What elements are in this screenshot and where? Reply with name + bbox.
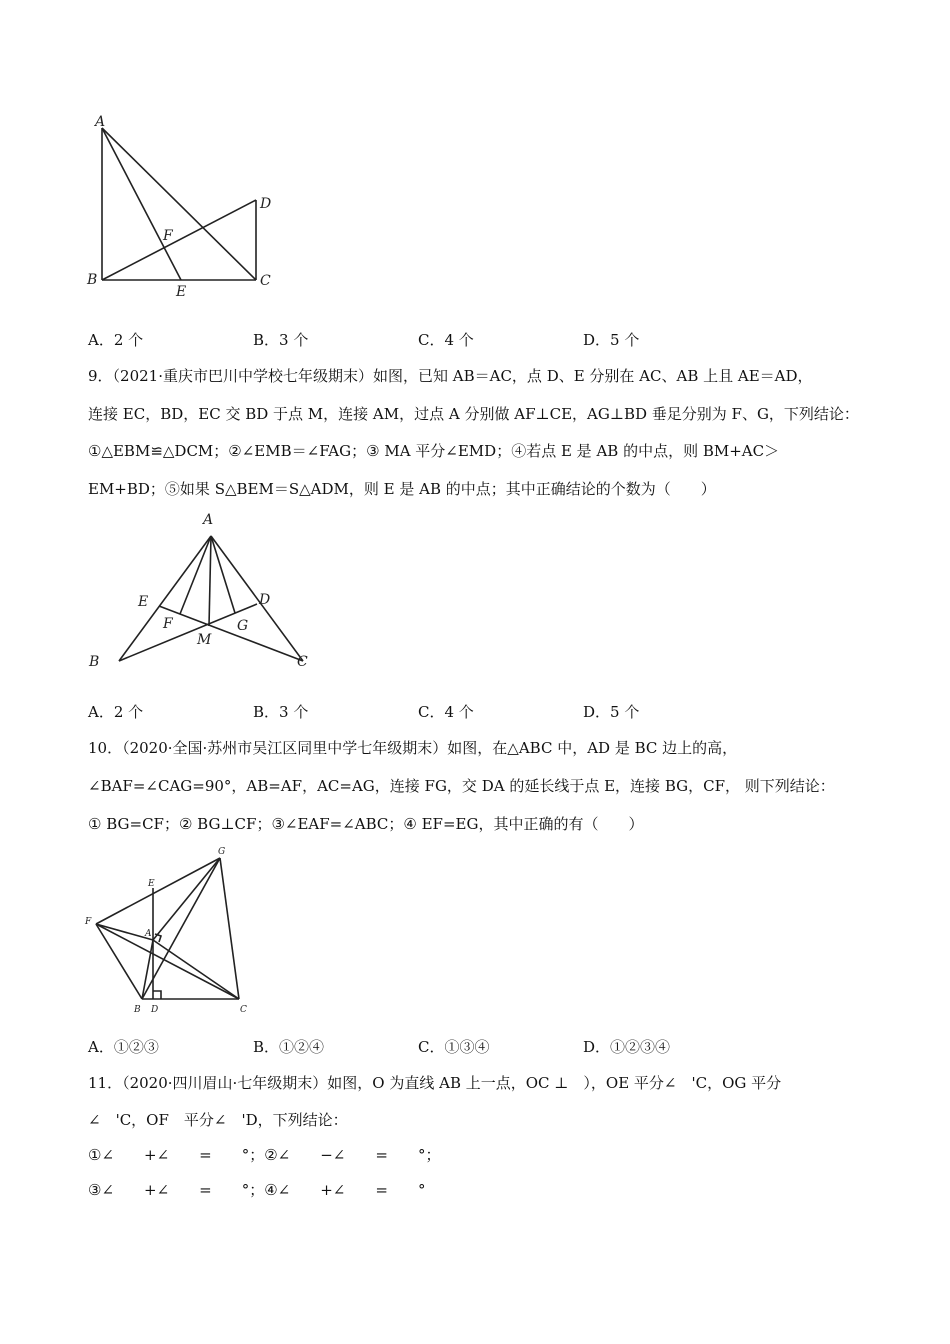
q9-stem-line-2: 连接 EC，BD，EC 交 BD 于点 M，连接 AM，过点 A 分别做 AF⊥CE，AG⊥BD 垂足分别为 F、G，下列结论： xyxy=(88,405,859,423)
q10-choice-d: D．①②③④ xyxy=(583,1038,671,1056)
label-b: B xyxy=(89,654,100,670)
label-d: D xyxy=(259,592,271,608)
segment-cf xyxy=(96,924,239,999)
label-f: F xyxy=(85,917,92,927)
q9-stem-line-3: ①△EBM≌△DCM；②∠EMB＝∠FAG；③ MA 平分∠EMD；④若点 E 是 AB 的中点，则 BM+AC＞ xyxy=(88,442,780,460)
segment-cg xyxy=(220,858,239,999)
q10-stem-line-2: ∠BAF=∠CAG=90°，AB=AF，AC=AG，连接 FG，交 DA 的延长线于点 E，连接 BG，CF， 则下列结论： xyxy=(88,777,835,795)
label-m: M xyxy=(197,632,212,648)
segment-ac xyxy=(102,128,256,280)
q8-choice-b: B．3 个 xyxy=(253,331,309,349)
q8-choice-a: A．2 个 xyxy=(88,331,144,349)
label-c: C xyxy=(297,654,308,670)
label-g: G xyxy=(218,847,226,857)
label-e: E xyxy=(138,594,149,610)
figure-q9 xyxy=(85,506,325,676)
q9-choice-b: B．3 个 xyxy=(253,703,309,721)
q9-stem-line-4: EM+BD；⑤如果 S△BEM＝S△ADM，则 E 是 AB 的中点；其中正确结论的个数为（ ） xyxy=(88,480,716,498)
label-a: A xyxy=(95,114,106,130)
label-c: C xyxy=(260,273,271,289)
q10-stem-line-3: ① BG=CF；② BG⊥CF；③∠EAF=∠ABC；④ EF=EG，其中正确的有（ ） xyxy=(88,815,644,833)
label-a: A xyxy=(203,512,214,528)
label-f: F xyxy=(163,228,173,244)
q11-stem-line-1: 11．（2020·四川眉山·七年级期末）如图，O 为直线 AB 上一点，OC ⊥ ），OE 平分∠ 'C，OG 平分 xyxy=(88,1074,782,1092)
label-e: E xyxy=(176,284,187,300)
q10-stem-line-1: 10．（2020·全国·苏州市吴江区同里中学七年级期末）如图，在△ABC 中，AD 是 BC 边上的高， xyxy=(88,739,738,757)
q11-stem-line-2: ∠ 'C，OF 平分∠ 'D，下列结论： xyxy=(88,1111,348,1129)
figure-q8 xyxy=(85,112,285,302)
q9-choice-a: A．2 个 xyxy=(88,703,144,721)
q10-choice-b: B．①②④ xyxy=(253,1038,325,1056)
label-f: F xyxy=(163,616,173,632)
segment-af xyxy=(180,536,211,614)
segment-bd xyxy=(102,200,256,280)
label-b: B xyxy=(87,272,98,288)
label-e: E xyxy=(148,879,155,889)
segment-ag xyxy=(211,536,235,613)
segment-am xyxy=(209,536,211,626)
q8-choice-d: D．5 个 xyxy=(583,331,640,349)
q11-stem-line-3: ①∠ +∠ = °；②∠ −∠ = °； xyxy=(88,1146,441,1164)
label-b: B xyxy=(134,1005,141,1015)
segment-ae xyxy=(102,128,181,280)
label-d: D xyxy=(260,196,272,212)
label-g: G xyxy=(237,618,249,634)
segment-ac xyxy=(153,940,239,999)
label-a: A xyxy=(145,929,152,939)
q9-choice-d: D．5 个 xyxy=(583,703,640,721)
segment-ac xyxy=(211,536,303,661)
q11-stem-line-4: ③∠ +∠ = °；④∠ +∠ = ° xyxy=(88,1181,426,1199)
q9-stem-line-1: 9．（2021·重庆市巴川中学校七年级期末）如图，已知 AB＝AC，点 D、E 分别在 AC、AB 上且 AE＝AD， xyxy=(88,367,813,385)
q9-choice-c: C．4 个 xyxy=(418,703,474,721)
right-angle-mark-d xyxy=(153,991,161,999)
label-c: C xyxy=(240,1005,247,1015)
segment-ag xyxy=(153,858,220,940)
q8-choice-c: C．4 个 xyxy=(418,331,474,349)
figure-q10 xyxy=(80,842,270,1022)
q10-choice-c: C．①③④ xyxy=(418,1038,490,1056)
label-d: D xyxy=(151,1005,159,1015)
q10-choice-a: A．①②③ xyxy=(88,1038,159,1056)
